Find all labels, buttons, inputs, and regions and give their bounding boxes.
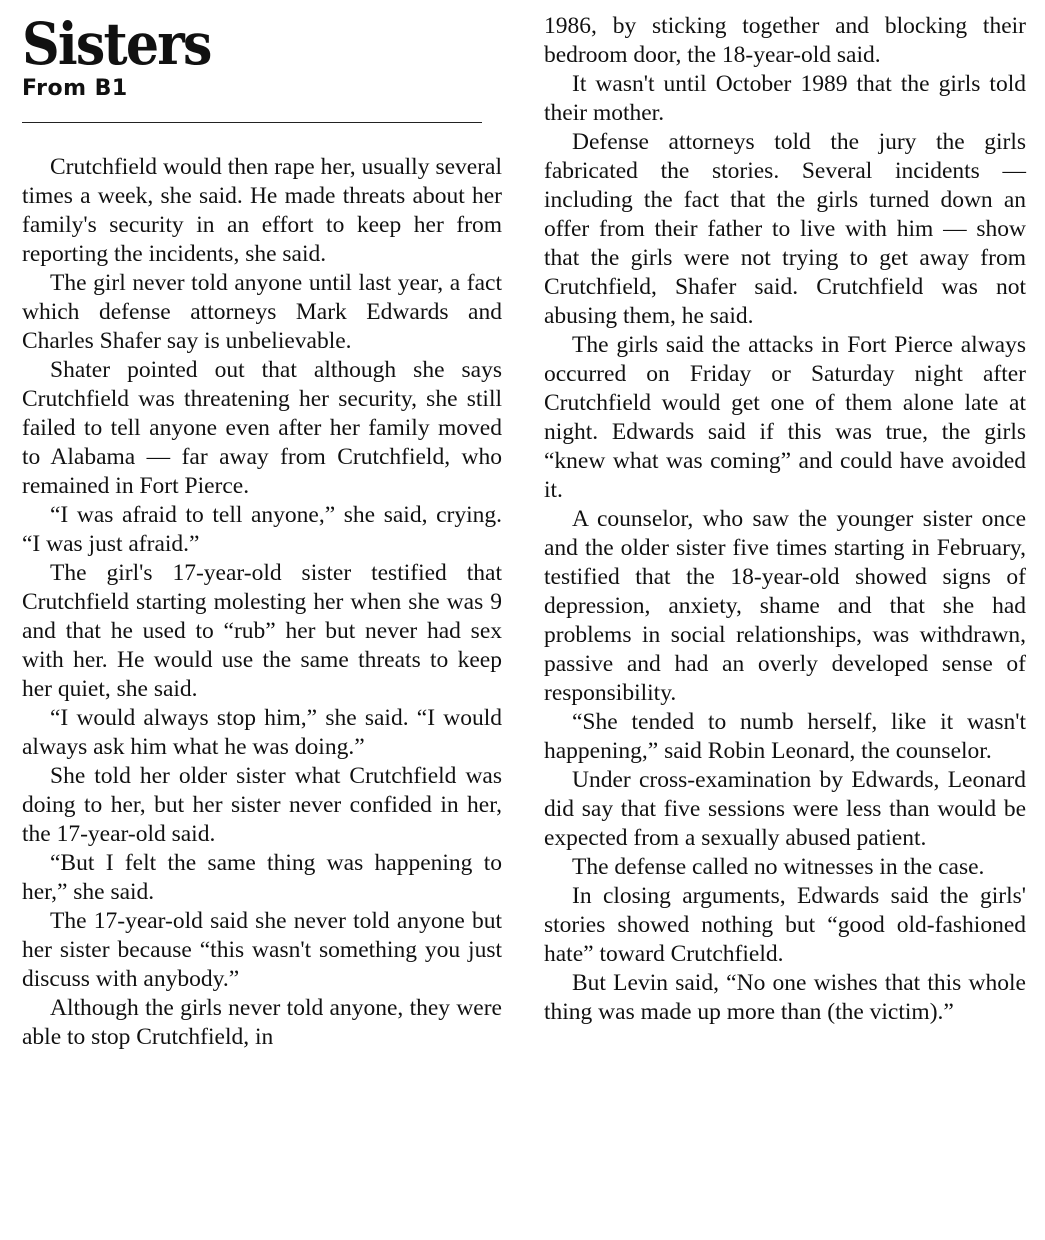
paragraph: The girls said the attacks in Fort Pierce always occurred on Friday or Saturday night after Crutchfield would get one of them alone late at night. Edwards said if this was true, the girls “knew what was coming” and could have avoided it. — [544, 332, 1026, 503]
paragraph: Crutchfield would then rape her, usually several times a week, she said. He made threats about her family's security in an effort to keep her from reporting the incidents, she said. — [22, 154, 502, 267]
headline: Sisters — [22, 10, 211, 78]
paragraph: It wasn't until October 1989 that the girls told their mother. — [544, 71, 1026, 126]
paragraph: She told her older sister what Crutchfield was doing to her, but her sister never confided in her, the 17-year-old said. — [22, 763, 502, 847]
paragraph: “She tended to numb herself, like it wasn't happening,” said Robin Leonard, the counselor. — [544, 709, 1026, 764]
left-story-body — [22, 153, 502, 1052]
paragraph: 1986, by sticking together and blocking their bedroom door, the 18-year-old said. — [544, 13, 1026, 68]
paragraph: Shater pointed out that although she says Crutchfield was threatening her security, she still failed to tell anyone even after her family moved to Alabama — far away from Crutchfield, who remained in Fort Pierce. — [22, 357, 502, 499]
right-story-body — [544, 12, 1026, 1027]
left-column — [22, 12, 502, 1052]
paragraph: Defense attorneys told the jury the girls fabricated the stories. Several incidents — including the fact that the girls turned down an offer from their father to live with him — show that the girls were not trying to get away from Crutchfield, Shafer said. Crutchfield was not abusing them, he said. — [544, 129, 1026, 329]
divider-rule — [22, 122, 482, 123]
paragraph: Under cross-examination by Edwards, Leonard did say that five sessions were less than would be expected from a sexually abused patient. — [544, 767, 1026, 851]
paragraph: In closing arguments, Edwards said the girls' stories showed nothing but “good old-fashioned hate” toward Crutchfield. — [544, 883, 1026, 967]
jump-line: From B1 — [22, 76, 128, 101]
paragraph: Although the girls never told anyone, they were able to stop Crutchfield, in — [22, 995, 502, 1050]
right-column — [544, 12, 1026, 1027]
paragraph: The 17-year-old said she never told anyone but her sister because “this wasn't something you just discuss with anybody.” — [22, 908, 502, 992]
paragraph: “I was afraid to tell anyone,” she said, crying. “I was just afraid.” — [22, 502, 502, 557]
paragraph: “But I felt the same thing was happening to her,” she said. — [22, 850, 502, 905]
paragraph: A counselor, who saw the younger sister once and the older sister five times starting in February, testified that the 18-year-old showed signs of depression, anxiety, shame and that she had problems in social relationships, was withdrawn, passive and had an overly developed sense of responsibility. — [544, 506, 1026, 706]
paragraph: The girl never told anyone until last year, a fact which defense attorneys Mark Edwards and Charles Shafer say is unbelievable. — [22, 270, 502, 354]
paragraph: The girl's 17-year-old sister testified that Crutchfield starting molesting her when she was 9 and that he used to “rub” her but never had sex with her. He would use the same threats to keep her quiet, she said. — [22, 560, 502, 702]
paragraph: “I would always stop him,” she said. “I would always ask him what he was doing.” — [22, 705, 502, 760]
paragraph: The defense called no witnesses in the case. — [572, 854, 985, 880]
paragraph: But Levin said, “No one wishes that this whole thing was made up more than (the victim).” — [544, 970, 1026, 1025]
